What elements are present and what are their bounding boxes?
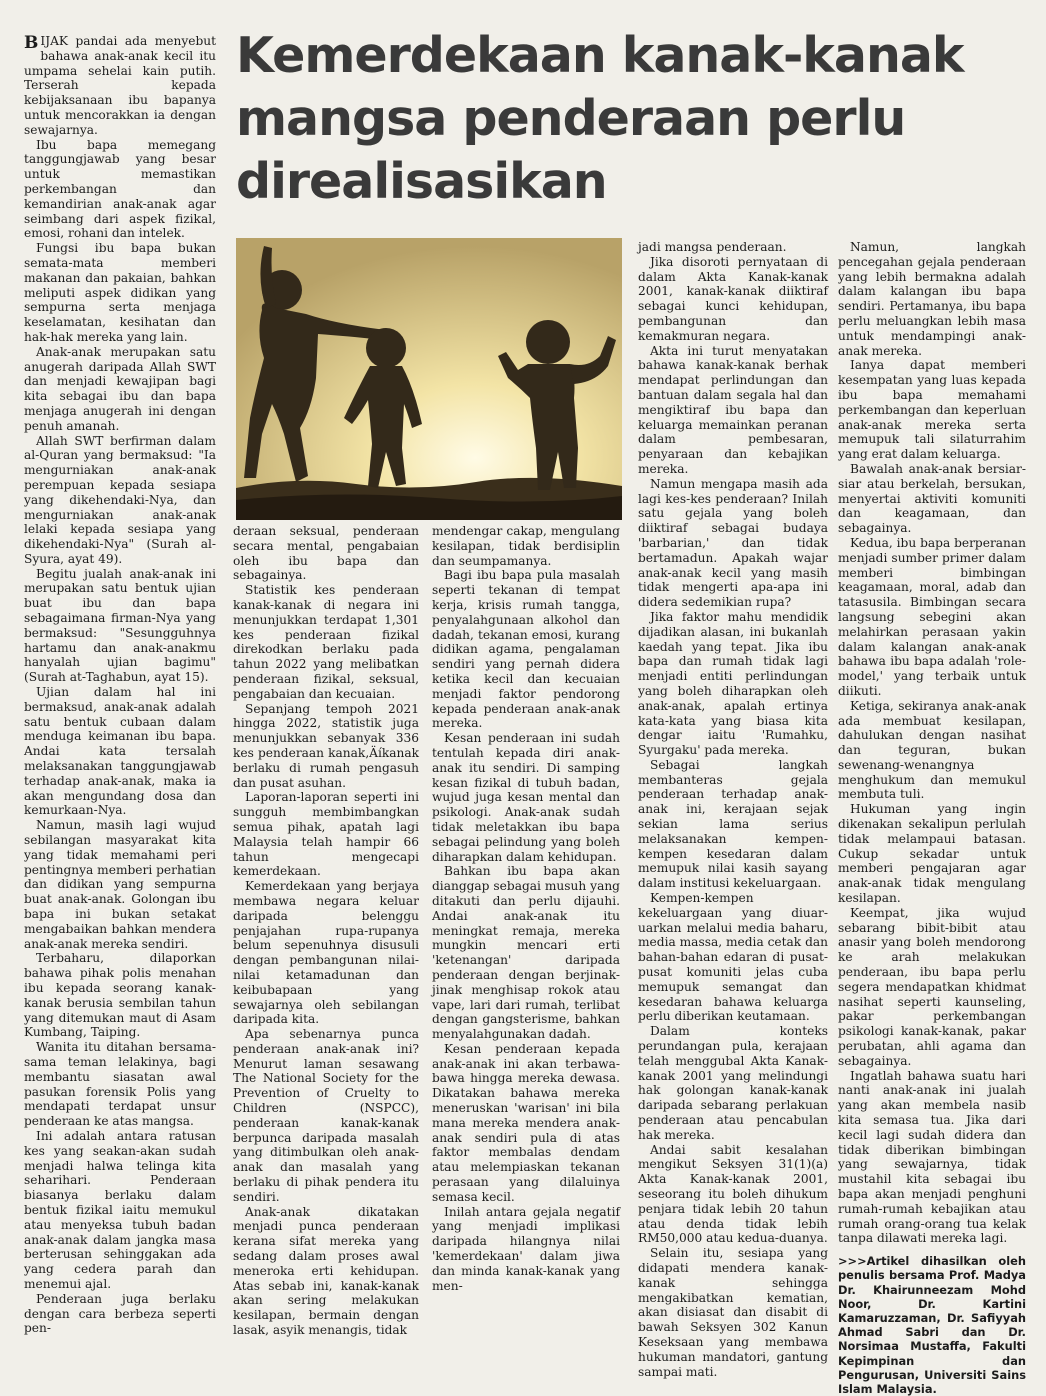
article-column-3 [432,524,620,1293]
paragraph: Terbaharu, dilaporkan bahawa pihak polis menahan ibu kepada seorang kanak-kanak berusia sembilan tahun yang ditemukan maut di Asam Kumbang, Taiping. [24,951,216,1040]
paragraph: Kesan penderaan ini sudah tentulah kepada diri anak-anak itu sendiri. Di samping kesan fizikal di tubuh badan, wujud juga kesan mental dan psikologi. Anak-anak sudah tidak meletakkan ibu bapa sebagai pelindung yang boleh diharapkan dalam kehidupan. [432,731,620,864]
paragraph: Begitu jualah anak-anak ini merupakan satu bentuk ujian buat ibu dan bapa sebagaimana firman-Nya yang bermaksud: "Sesungguhnya hartamu dan anak-anakmu hanyalah ujian bagimu" (Surah at-Taghabun, ayat 15). [24,566,216,685]
paragraph: Akta ini turut menyatakan bahawa kanak-kanak berhak mendapat perlindungan dan bantuan dalam segala hal dan mengiktiraf ibu bapa dan keluarga memainkan peranan dalam pembesaran, penyaraan dan kebajikan mereka. [638,343,828,476]
article-column-2 [233,524,419,1338]
paragraph: Fungsi ibu bapa bukan semata-mata memberi makanan dan pakaian, bahkan meliputi aspek didikan yang sempurna serta menjaga keselamatan, kesihatan dan hak-hak mereka yang lain. [24,241,216,344]
paragraph: Selain itu, sesiapa yang didapati mendera kanak-kanak sehingga mengakibatkan kematian, akan disiasat dan disabit di bawah Seksyen 302 Kanun Keseksaan yang membawa hukuman mandatori, gantung sampai mati. [638,1246,828,1379]
paragraph: Bawalah anak-anak bersiar-siar atau berkelah, bersukan, menyertai aktiviti komuniti dan keagamaan, dan sebagainya. [838,461,1026,536]
paragraph: Jika disoroti pernyataan di dalam Akta Kanak-kanak 2001, kanak-kanak diiktiraf sebagai kunci kehidupan, pembangunan dan kemakmuran negara. [638,254,828,343]
author-credit: >>>Artikel dihasilkan oleh penulis bersama Prof. Madya Dr. Khairunneezam Mohd Noor, Dr. Kartini Kamaruzzaman, Dr. Safiyyah Ahmad Sabri dan Dr. Norsimaa Mustaffa, Fakulti Kepimpinan dan Pengurusan, Universiti Sains Islam Malaysia. [838,1254,1026,1396]
drop-cap: B [24,33,39,53]
paragraph: Namun mengapa masih ada lagi kes-kes penderaan? Inilah satu gejala yang boleh diiktiraf sebagai budaya 'barbarian,' dan tidak bertamadun. Apakah wajar anak-anak kecil yang masih tidak mengerti apa-apa ini didera sedemikian rupa? [638,476,828,610]
paragraph: Jika faktor mahu mendidik dijadikan alasan, ini bukanlah kaedah yang tepat. Jika ibu bapa dan rumah tidak lagi menjadi entiti perlindungan yang boleh diharapkan oleh anak-anak, apalah ertinya kata-kata yang biasa kita dengar iaitu 'Rumahku, Syurgaku' pada mereka. [638,609,828,758]
paragraph: Sebagai langkah membanteras gejala penderaan terhadap anak-anak ini, kerajaan sejak sekian lama serius melaksanakan kempen-kempen kesedaran dalam memupuk nilai kasih sayang dalam institusi kekeluargaan. [638,757,828,891]
paragraph: Hukuman yang ingin dikenakan sekalipun perlulah tidak melampaui batasan. Cukup sekadar untuk memberi pengajaran agar anak-anak tidak mengulang kesilapan. [838,802,1026,906]
paragraph: Laporan-laporan seperti ini sungguh membimbangkan semua pihak, apatah lagi Malaysia telah hampir 66 tahun mengecapi kemerdekaan. [233,790,419,879]
paragraph: Kemerdekaan yang berjaya membawa negara keluar daripada belenggu penjajahan rupa-rupanya belum sepenuhnya disusuli dengan pembangunan nilai-nilai ketamadunan dan keibubapaan yang sewajarnya oleh sebilangan daripada kita. [233,879,419,1027]
paragraph: Bagi ibu bapa pula masalah seperti tekanan di tempat kerja, krisis rumah tangga, penyalahgunaan alkohol dan dadah, tekanan emosi, kurang didikan agama, pengalaman sendiri yang pernah didera ketika kecil dan kecuaian menjadi faktor pendorong kepada penderaan anak-anak mereka. [432,568,620,731]
paragraph: Namun, masih lagi wujud sebilangan masyarakat kita yang tidak memahami peri pentingnya memberi perhatian dan didikan yang sempurna buat anak-anak. Golongan ibu bapa ini bukan setakat mengabaikan bahkan mendera anak-anak mereka sendiri. [24,818,216,951]
paragraph: Ujian dalam hal ini bermaksud, anak-anak adalah satu bentuk cubaan dalam menduga keimanan ibu bapa. Andai kata tersalah melaksanakan tanggungjawab terhadap anak-anak, maka ia akan mengundang dosa dan kemurkaan-Nya. [24,685,216,818]
paragraph: Ingatlah bahawa suatu hari nanti anak-anak ini jualah yang akan membela nasib kita semasa tua. Jika dari kecil lagi sudah didera dan tidak diberikan bimbingan yang sewajarnya, tidak mustahil kita sebagai ibu bapa akan menjadi penghuni rumah-rumah kebajikan atau rumah orang-orang tua kelak tanpa dilawati mereka lagi. [838,1068,1026,1246]
paragraph: Allah SWT berfirman dalam al-Quran yang bermaksud: "Ia mengurniakan anak-anak perempuan kepada sesiapa yang dikehendaki-Nya, dan mengurniakan anak-anak lelaki kepada sesiapa yang dikehendaki-Nya" (Surah al-Syura, ayat 49). [24,433,216,566]
lead-paragraph: B IJAK pandai ada menyebut bahawa anak-anak kecil itu umpama sehelai kain putih. Terserah kepada kebijaksanaan ibu bapanya untuk mencorakkan ia dengan sewajarnya. [24,33,216,137]
paragraph: jadi mangsa penderaan. [638,240,787,254]
paragraph: Kedua, ibu bapa berperanan menjadi sumber primer dalam memberi bimbingan keagamaan, moral, adab dan tatasusila. Bimbingan secara langsung sebegini akan melahirkan perasaan yakin dalam kalangan anak-anak bahawa ibu bapa adalah 'role-model,' yang terbaik untuk diikuti. [838,535,1026,698]
paragraph: Kempen-kempen kekeluargaan yang diuar-uarkan melalui media baharu, media massa, media cetak dan bahan-bahan edaran di pusat-pusat komuniti jelas cuba memupuk semangat dan kesedaran bahawa keluarga perlu diberikan keutamaan. [638,891,828,1024]
paragraph: Statistik kes penderaan kanak-kanak di negara ini menunjukkan terdapat 1,301 kes penderaan fizikal direkodkan berlaku pada tahun 2022 yang melibatkan penderaan fizikal, seksual, pengabaian dan kecuaian. [233,583,419,701]
paragraph: Inilah antara gejala negatif yang menjadi implikasi daripada hilangnya nilai 'kemerdekaan' dalam jiwa dan minda kanak-kanak yang men- [432,1204,620,1293]
article-column-5 [838,240,1026,1396]
paragraph: Sepanjang tempoh 2021 hingga 2022, statistik juga menunjukkan sebanyak 336 kes penderaan kanak‚Äíkanak berlaku di rumah pengasuh dan pusat asuhan. [233,701,419,790]
paragraph: Apa sebenarnya punca penderaan anak-anak ini? Menurut laman sesawang The National Society for the Prevention of Cruelty to Children (NSPCC), penderaan kanak-kanak berpunca daripada masalah yang ditimbulkan oleh anak-anak dan masalah yang berlaku di pihak pendera itu sendiri. [233,1027,419,1204]
paragraph: Anak-anak merupakan satu anugerah daripada Allah SWT dan menjadi kewajipan bagi kita sebagai ibu dan bapa menjaga anugerah ini dengan penuh amanah. [24,344,216,433]
paragraph: Ini adalah antara ratusan kes yang seakan-akan sudah menjadi halwa telinga kita seharihari. Penderaan biasanya berlaku dalam bentuk fizikal iaitu memukul atau menyeksa tubuh badan anak-anak dalam jangka masa berterusan sehinggakan ada yang cedera parah dan menemui ajal. [24,1128,216,1291]
paragraph: Penderaan juga berlaku dengan cara berbeza seperti pen- [24,1291,216,1336]
paragraph: Dalam konteks perundangan pula, kerajaan telah menggubal Akta Kanak-kanak 2001 yang melindungi hak golongan kanak-kanak daripada sebarang perlakuan penderaan atau pencabulan hak mereka. [638,1024,828,1142]
paragraph: Bahkan ibu bapa akan dianggap sebagai musuh yang ditakuti dan perlu dijauhi. Andai anak-anak itu meningkat remaja, mereka mungkin mencari erti 'ketenangan' daripada penderaan dengan berjinak-jinak menghisap rokok atau vape, lari dari rumah, terlibat dengan gangsterisme, bahkan menyalahgunakan dadah. [432,864,620,1042]
children-silhouette-photo [236,238,622,520]
paragraph: Andai sabit kesalahan mengikut Seksyen 31(1)(a) Akta Kanak-kanak 2001, seseorang itu boleh dihukum penjara tidak lebih 20 tahun atau denda tidak lebih RM50,000 atau kedua-duanya. [638,1142,828,1246]
paragraph: Ketiga, sekiranya anak-anak ada membuat kesilapan, dahulukan dengan nasihat dan teguran, bukan sewenang-wenangnya menghukum dan memukul membuta tuli. [838,698,1026,802]
paragraph: Kesan penderaan kepada anak-anak ini akan terbawa-bawa hingga mereka dewasa. Dikatakan bahawa mereka meneruskan 'warisan' ini bila mana mereka mendera anak-anak sendiri pula di atas faktor membalas dendam atau melempiaskan tekanan perasaan yang dilaluinya semasa kecil. [432,1041,620,1204]
paragraph: Ianya dapat memberi kesempatan yang luas kepada ibu bapa memahami perkembangan dan keperluan anak-anak mereka serta memupuk tali silaturrahim yang erat dalam keluarga. [838,358,1026,462]
article-column-1 [24,34,216,1336]
paragraph: Ibu bapa memegang tanggungjawab yang besar untuk memastikan perkembangan dan kemandirian anak-anak agar seimbang dari aspek fizikal, emosi, rohani dan intelek. [24,137,216,241]
paragraph: Wanita itu ditahan bersama-sama teman lelakinya, bagi membantu siasatan awal pasukan forensik Polis yang mendapati terdapat unsur penderaan ke atas mangsa. [24,1040,216,1129]
article-column-4 [638,240,828,1379]
paragraph: mendengar cakap, mengulang kesilapan, tidak berdisiplin dan seumpamanya. [432,524,620,568]
paragraph: Anak-anak dikatakan menjadi punca penderaan kerana sifat mereka yang sedang dalam proses awal meneroka erti kehidupan. Atas sebab ini, kanak-kanak akan sering melakukan kesilapan, bermain dengan lasak, asyik menangis, tidak [233,1204,419,1338]
article-headline: Kemerdekaan kanak-kanak mangsa penderaan perlu direalisasikan [236,27,964,210]
paragraph: deraan seksual, penderaan secara mental, pengabaian oleh ibu bapa dan sebagainya. [233,524,419,583]
paragraph: Namun, langkah pencegahan gejala penderaan yang lebih bermakna adalah dalam kalangan ibu bapa sendiri. Pertamanya, ibu bapa perlu meluangkan lebih masa untuk mendampingi anak-anak mereka. [838,240,1026,358]
paragraph: Keempat, jika wujud sebarang bibit-bibit atau anasir yang boleh mendorong ke arah melakukan penderaan, ibu bapa perlu segera mendapatkan khidmat nasihat seperti kaunseling, pakar perkembangan psikologi kanak-kanak, pakar perubatan, ahli agama dan sebagainya. [838,905,1026,1068]
